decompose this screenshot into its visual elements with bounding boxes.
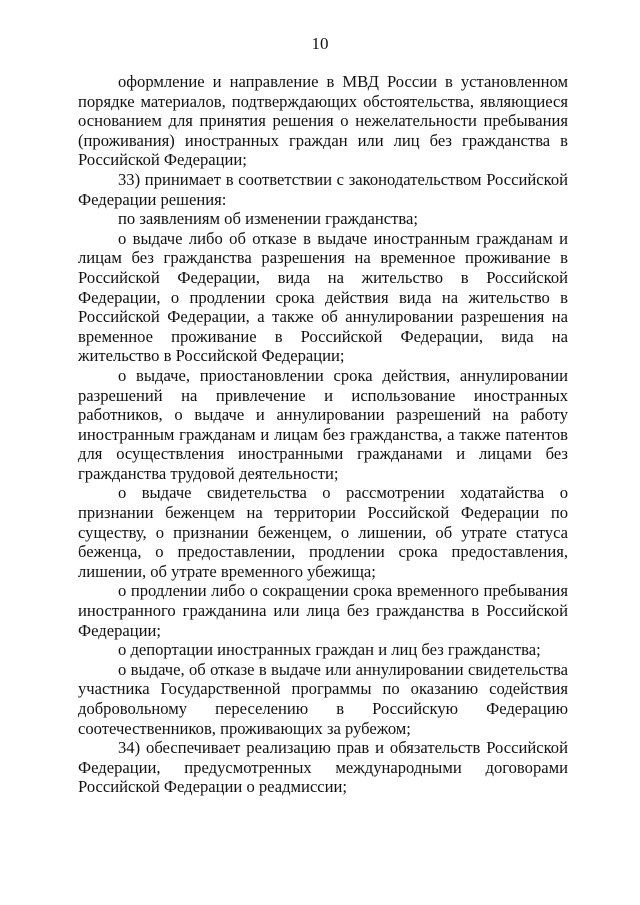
- paragraph-refugee-status: о выдаче свидетельства о рассмотрении ходатайства о признании беженцем на территории Российской Федерации по существу, о признании беженцем, о лишении, об утрате статуса беженца, о предоставлении, продлении срока предоставления, лишении, об утрате временного убежища;: [78, 483, 568, 581]
- paragraph-stay-period: о продлении либо о сокращении срока временного пребывания иностранного гражданина или лица без гражданства в Российской Федерации;: [78, 581, 568, 640]
- page-number: 10: [311, 34, 329, 53]
- paragraph-resettlement-program: о выдаче, об отказе в выдаче или аннулировании свидетельства участника Государственной программы по оказанию содействия добровольному переселению в Российскую Федерацию соотечественников, проживающих за рубежом;: [78, 659, 568, 738]
- paragraph-continuation: оформление и направление в МВД России в установленном порядке материалов, подтверждающих обстоятельства, являющиеся основанием для принятия решения о нежелательности пребывания (проживания) иностранных граждан или лиц без гражданства в Российской Федерации;: [78, 72, 568, 170]
- paragraph-item-33: 33) принимает в соответствии с законодательством Российской Федерации решения:: [78, 169, 568, 209]
- paragraph-work-permits: о выдаче, приостановлении срока действия, аннулировании разрешений на привлечение и использование иностранных работников, о выдаче и аннулировании разрешений на работу иностранным гражданам и лицам без гражданства, а также патентов для осуществления иностранными гражданами и лицами без гражданства трудовой деятельности;: [78, 365, 568, 483]
- paragraph-deportation: о депортации иностранных граждан и лиц без гражданства;: [118, 640, 541, 660]
- paragraph-residence-permits: о выдаче либо об отказе в выдаче иностранным гражданам и лицам без гражданства разрешения на временное проживание в Российской Федерации, вида на жительство в Российской Федерации, о продлении срока действия вида на жительство в Российской Федерации, а также об аннулировании разрешения на временное проживание в Российской Федерации, вида на жительство в Российской Федерации;: [78, 228, 568, 366]
- paragraph-item-34: 34) обеспечивает реализацию прав и обязательств Российской Федерации, предусмотренных международными договорами Российской Федерации о реадмиссии;: [78, 738, 568, 797]
- document-body: [78, 72, 568, 797]
- paragraph-citizenship: по заявлениям об изменении гражданства;: [118, 209, 418, 229]
